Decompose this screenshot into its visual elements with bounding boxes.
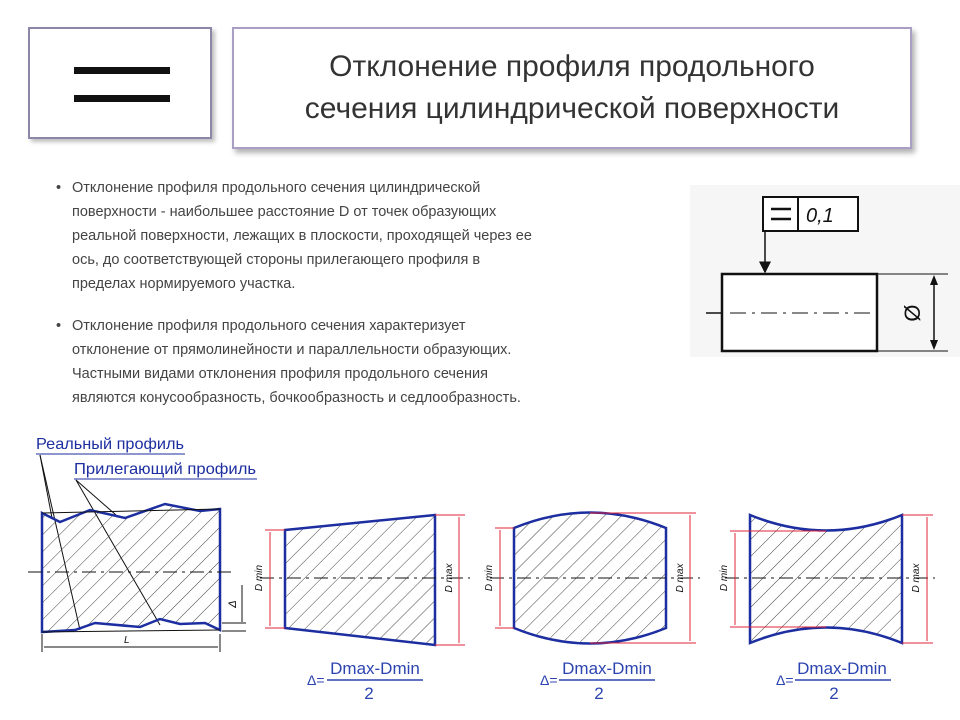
page-title-line-1: Отклонение профиля продольного (329, 50, 815, 83)
diameter-symbol: Ø (900, 304, 925, 322)
formula-saddle (776, 659, 891, 703)
formula-denominator: 2 (829, 684, 839, 703)
figure-barrel (484, 513, 700, 644)
formula-denominator: 2 (594, 684, 604, 703)
real-profile-shape (42, 504, 220, 632)
bullet-text: Отклонение профиля продольного сечения цилиндрической поверхности - наибольшее расстояние D от точек образующих реальной поверхности, лежащих в плоскости, проходящей через ее ось, до соответствующей стороны прилегающего профиля в пределах нормируемого участка. (72, 180, 532, 292)
formula-barrel (540, 659, 655, 703)
dmin-label: D min (254, 564, 265, 592)
leader-line (76, 480, 116, 515)
delta-label: Δ (227, 600, 239, 608)
formula-numerator: Dmax-Dmin (330, 659, 420, 678)
dmax-label: D max (444, 563, 455, 593)
callout-drawing (690, 185, 960, 357)
figure-real-profile (28, 504, 246, 652)
cone-shape (285, 515, 435, 645)
formula-prefix: Δ= (540, 672, 558, 688)
formula-prefix: Δ= (307, 672, 325, 688)
length-label: L (124, 635, 130, 646)
adjacent-profile-label: Прилегающий профиль (74, 461, 256, 478)
dmin-label: D min (484, 564, 495, 592)
page-title-line-2: сечения цилиндрической поверхности (304, 92, 840, 125)
formula-cone (307, 659, 423, 703)
bullet-dot: • (56, 318, 62, 334)
bullet-text: Отклонение профиля продольного сечения характеризует отклонение от прямолинейности и параллельности образующих. Частными видами отклонения профиля продольного сечения являются конусообразность, бочкообразность и седлообразность. (72, 318, 521, 406)
dmax-label: D max (911, 563, 922, 593)
figure-saddle (719, 515, 935, 643)
formula-numerator: Dmax-Dmin (797, 659, 887, 678)
saddle-shape (750, 515, 902, 643)
formula-denominator: 2 (364, 684, 374, 703)
tolerance-value: 0,1 (806, 205, 834, 227)
formula-numerator: Dmax-Dmin (562, 659, 652, 678)
formula-prefix: Δ= (776, 672, 794, 688)
bullet-dot: • (56, 180, 62, 196)
dmax-label: D max (675, 563, 686, 593)
real-profile-label: Реальный профиль (36, 436, 184, 453)
figure-cone (254, 515, 470, 645)
dmin-label: D min (719, 564, 730, 592)
